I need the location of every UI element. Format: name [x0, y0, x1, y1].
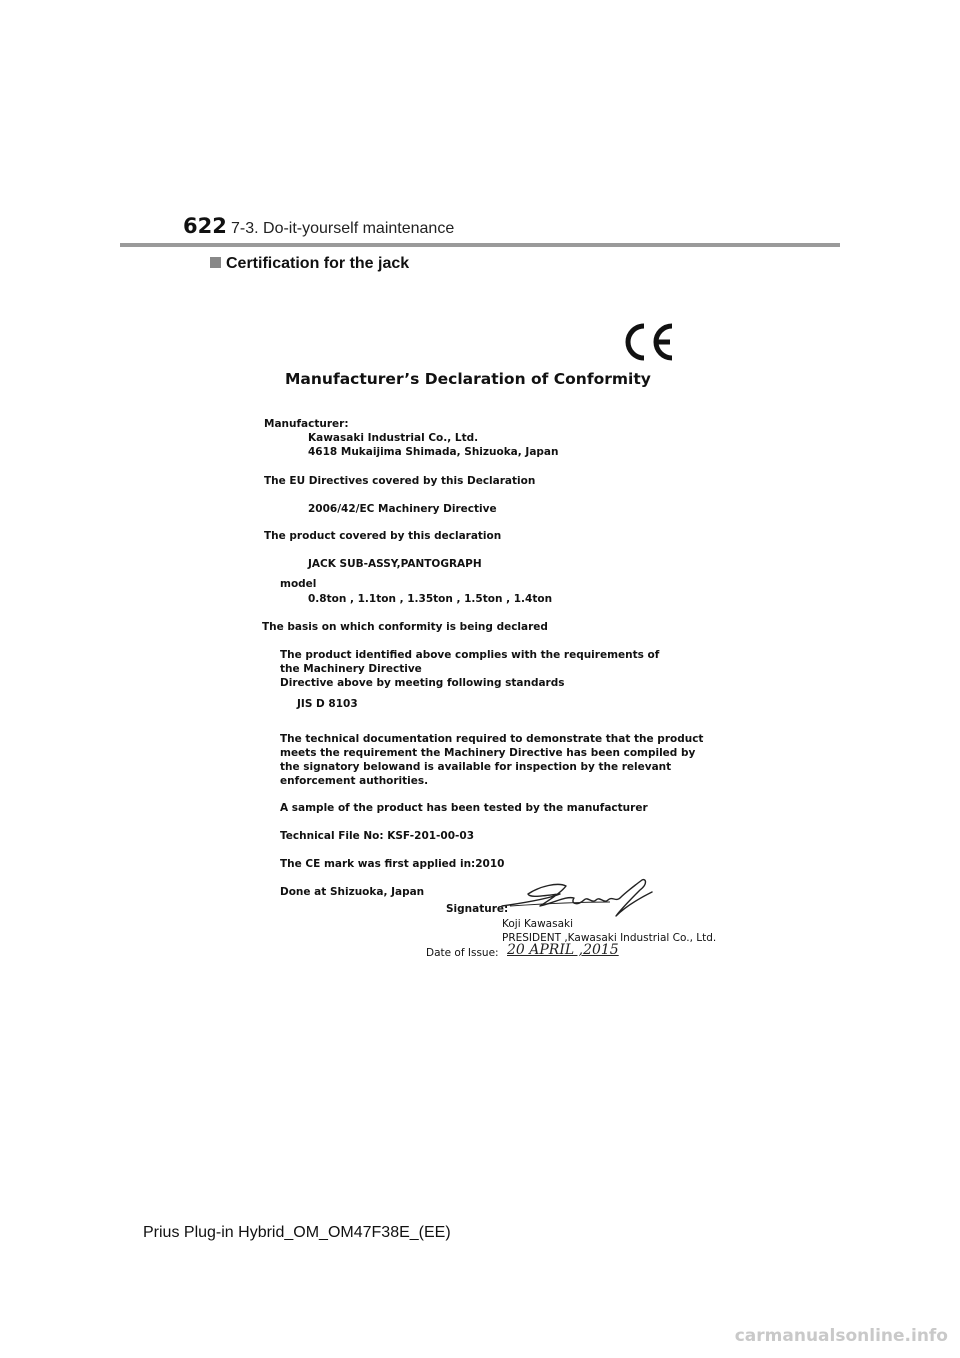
model-label: model [280, 578, 317, 590]
declaration-title: Manufacturer’s Declaration of Conformity [285, 370, 651, 388]
directives-label: The EU Directives covered by this Declaration [264, 475, 536, 487]
standard-name: JIS D 8103 [297, 698, 358, 710]
signature-label: Signature: [446, 903, 509, 915]
product-label: The product covered by this declaration [264, 530, 502, 542]
manufacturer-address: 4618 Mukaijima Shimada, Shizuoka, Japan [308, 446, 559, 458]
technical-file-number: Technical File No: KSF-201-00-03 [280, 830, 474, 842]
ce-mark-icon [620, 320, 678, 364]
date-label: Date of Issue: [426, 947, 499, 959]
watermark: carmanualsonline.info [734, 1326, 948, 1346]
manufacturer-label: Manufacturer: [264, 418, 349, 430]
square-bullet-icon [210, 257, 221, 268]
basis-line: Directive above by meeting following standards [280, 677, 565, 689]
signatory-title: PRESIDENT ,Kawasaki Industrial Co., Ltd. [502, 932, 717, 944]
signatory-name: Koji Kawasaki [502, 918, 574, 930]
manufacturer-name: Kawasaki Industrial Co., Ltd. [308, 432, 479, 444]
subheading-text: Certification for the jack [226, 255, 410, 272]
basis-label: The basis on which conformity is being declared [262, 621, 548, 633]
footer-model: Prius Plug-in Hybrid_OM_OM47F38E_(EE) [143, 1224, 451, 1241]
product-name: JACK SUB-ASSY,PANTOGRAPH [308, 558, 482, 570]
technical-line: meets the requirement the Machinery Directive has been compiled by [280, 747, 696, 759]
handwritten-signature [500, 876, 655, 920]
directive-name: 2006/42/EC Machinery Directive [308, 503, 497, 515]
technical-line: the signatory belowand is available for inspection by the relevant [280, 761, 672, 773]
model-list: 0.8ton , 1.1ton , 1.35ton , 1.5ton , 1.4ton [308, 593, 553, 605]
issue-date: 20 APRIL ,2015 [507, 942, 619, 958]
basis-line: The product identified above complies with the requirements of [280, 649, 660, 661]
technical-line: The technical documentation required to demonstrate that the product [280, 733, 704, 745]
subheading [210, 255, 409, 273]
sample-statement: A sample of the product has been tested by the manufacturer [280, 802, 648, 814]
technical-line: enforcement authorities. [280, 775, 429, 787]
page-number: 622 [183, 214, 227, 238]
header-divider [120, 243, 840, 247]
basis-line: the Machinery Directive [280, 663, 422, 675]
section-title: 7-3. Do-it-yourself maintenance [231, 220, 455, 237]
done-at: Done at Shizuoka, Japan [280, 886, 425, 898]
ce-first-applied: The CE mark was first applied in:2010 [280, 858, 505, 870]
